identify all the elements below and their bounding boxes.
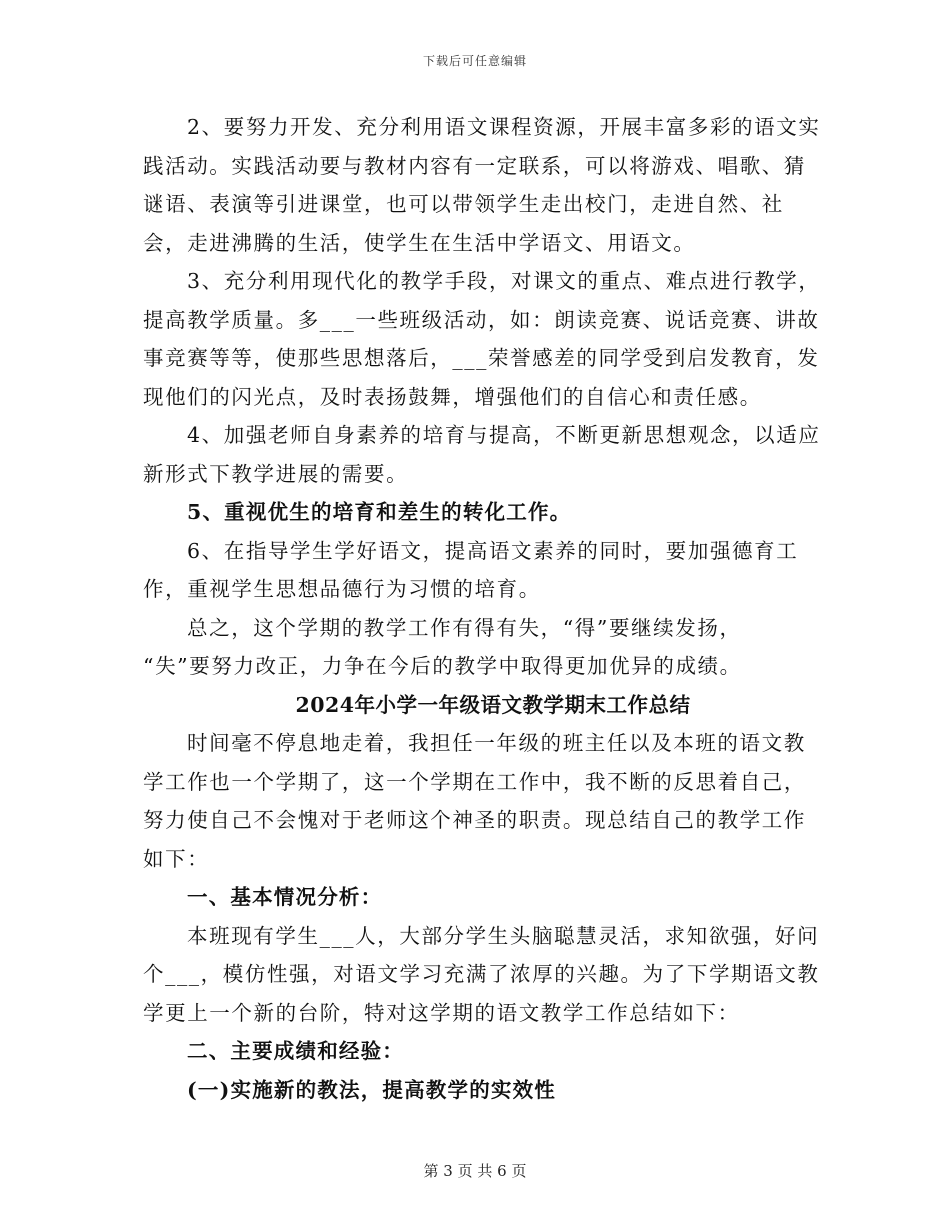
document-body bbox=[143, 108, 823, 1109]
heading-basic-analysis: 一、基本情况分析： bbox=[187, 885, 383, 909]
paragraph-item-5: 5、重视优生的培育和差生的转化工作。 bbox=[187, 500, 572, 524]
basic-analysis-paragraph: 本班现有学生___人，大部分学生头脑聪慧灵活，求知欲强，好问个___，模仿性强，对语文学习充满了浓厚的兴趣。为了下学期语文教学更上一个新的台阶，特对这学期的语文教学工作总结如下： bbox=[143, 923, 820, 1025]
intro-line-1: 时间毫不停息地走着，我担任一年级的班主任以及本班的语文教 bbox=[187, 731, 806, 755]
paragraph-item-2: 2、要努力开发、充分利用语文课程资源，开展丰富多彩的语文实践活动。实践活动要与教材内容有一定联系，可以将游戏、唱歌、猜谜语、表演等引进课堂，也可以带领学生走出校门，走进自然、社会，走进沸腾的生活，使学生在生活中学语文、用语文。 bbox=[143, 115, 821, 255]
page-footer: 第 3 页 共 6 页 bbox=[423, 1162, 527, 1180]
intro-line-2: 学工作也一个学期了，这一个学期在工作中，我不断的反思着自己， bbox=[143, 769, 806, 794]
heading-achievements: 二、主要成绩和经验： bbox=[187, 1039, 404, 1063]
paragraph-item-6: 6、在指导学生学好语文，提高语文素养的同时，要加强德育工作，重视学生思想品德行为习惯的培育。 bbox=[143, 538, 799, 601]
intro-line-3: 努力使自己不会愧对于老师这个神圣的职责。现总结自己的教学工作如下： bbox=[143, 808, 806, 871]
section-title: 2024年小学一年级语文教学期末工作总结 bbox=[295, 692, 691, 717]
paragraph-item-4: 4、加强老师自身素养的培育与提高，不断更新思想观念，以适应新形式下教学进展的需要。 bbox=[143, 423, 821, 486]
summary-line-2: “失”要努力改正，力争在今后的教学中取得更加优异的成绩。 bbox=[143, 654, 742, 678]
page-header: 下载后可任意编辑 bbox=[422, 54, 527, 68]
summary-line-1: 总之，这个学期的教学工作有得有失，“得”要继续发扬， bbox=[187, 615, 742, 640]
subheading-new-methods: (一)实施新的教法，提高教学的实效性 bbox=[187, 1077, 556, 1102]
paragraph-item-3: 3、充分利用现代化的教学手段，对课文的重点、难点进行教学，提高教学质量。多___一些班级活动，如：朗读竞赛、说话竞赛、讲故事竞赛等等，使那些思想落后，___荣誉感差的同学受到启发教育，发现他们的闪光点，及时表扬鼓舞，增强他们的自信心和责任感。 bbox=[143, 269, 821, 409]
